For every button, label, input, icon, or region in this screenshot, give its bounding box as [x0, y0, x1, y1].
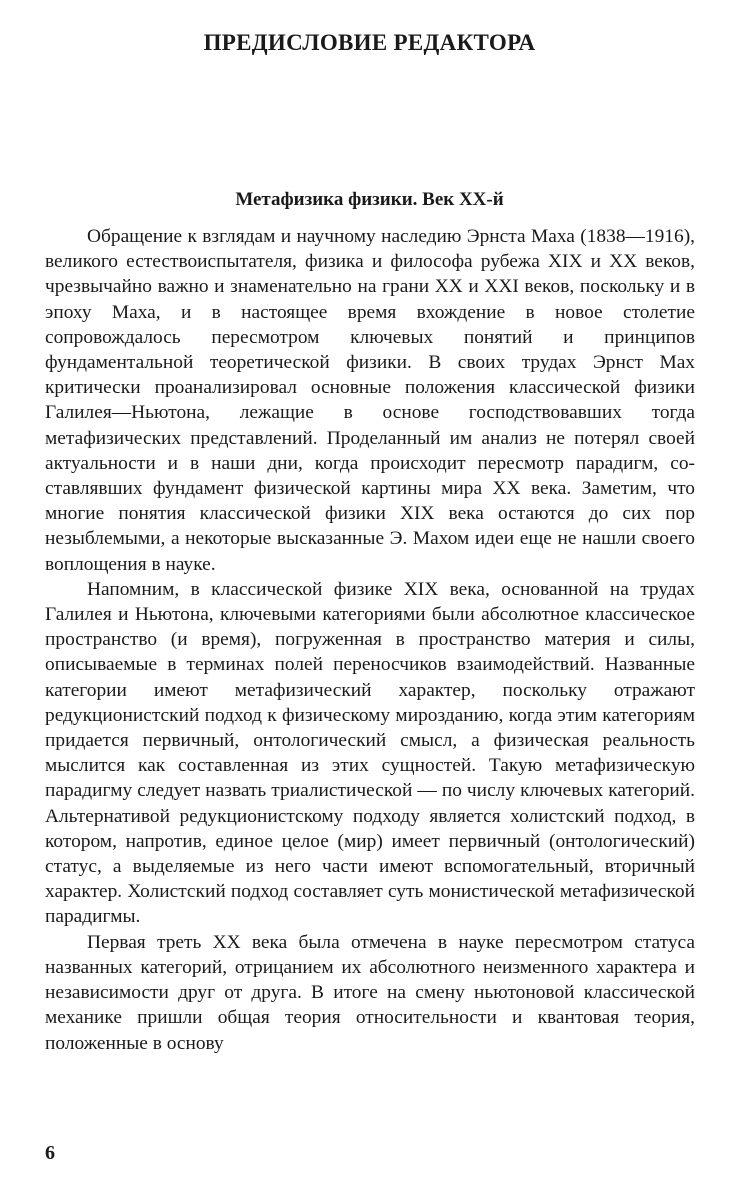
page-title: ПРЕДИСЛОВИЕ РЕДАКТОРА: [203, 30, 536, 55]
paragraph-3: Первая треть XX века была отмечена в науке пересмотром статуса названных категорий, отрицанием их абсолютного неизменного характера и независимости друг от друга. В итоге на смену ньютоновой классической механике пришли общая теория относительности и квантовая теория, положенные в основу: [45, 931, 695, 1054]
body-text: [45, 224, 695, 1056]
paragraph-1: Обращение к взглядам и научному наследию Эрнста Маха (1838—1916), великого естествоиспытателя, физика и философа рубежа XIX и XX веков, чрезвычайно важно и знаменательно на грани XX и XXI веков, поскольку и в эпоху Маха, и в настоящее время вхождение в новое столетие сопровождалось пересмотром ключевых понятий и принципов фундаментальной теоретической физики. В своих трудах Эрнст Мах критически проанализировал основные положения классической физики Галилея—Ньютона, лежащие в основе господствовавших тогда метафизических представлений. Проделанный им анализ не потерял своей актуальности и в наши дни, когда происходит пересмотр парадигм, составлявших фундамент физической картины мира XX века. Заметим, что многие понятия классической физики XIX века остаются до сих пор незыблемыми, а некоторые высказанные Э. Махом идеи еще не нашли своего воплощения в науке.: [45, 226, 695, 575]
section-heading: Метафизика физики. Век XX-й: [235, 189, 504, 210]
page-number: 6: [45, 1142, 55, 1164]
paragraph-2: Напомним, в классической физике XIX века, основанной на трудах Галилея и Ньютона, ключевыми категориями были абсолютное классическое пространство (и время), погруженная в пространство материя и силы, описываемые в терминах полей переносчиков взаимодействий. Названные категории имеют метафизический характер, поскольку отражают редукционистский подход к физическому мирозданию, когда этим категориям придается первичный, онтологический смысл, а физическая реальность мыслится как составленная из этих сущностей. Такую метафизическую парадигму следует назвать триалистической — по числу ключевых категорий. Альтернативой редукционистскому подходу является холистский подход, в котором, напротив, единое целое (мир) имеет первичный (онтологический) статус, а выделяемые из него части имеют вспомогательный, вторичный характер. Холистский подход составляет суть монистической метафизической парадигмы.: [45, 578, 695, 928]
